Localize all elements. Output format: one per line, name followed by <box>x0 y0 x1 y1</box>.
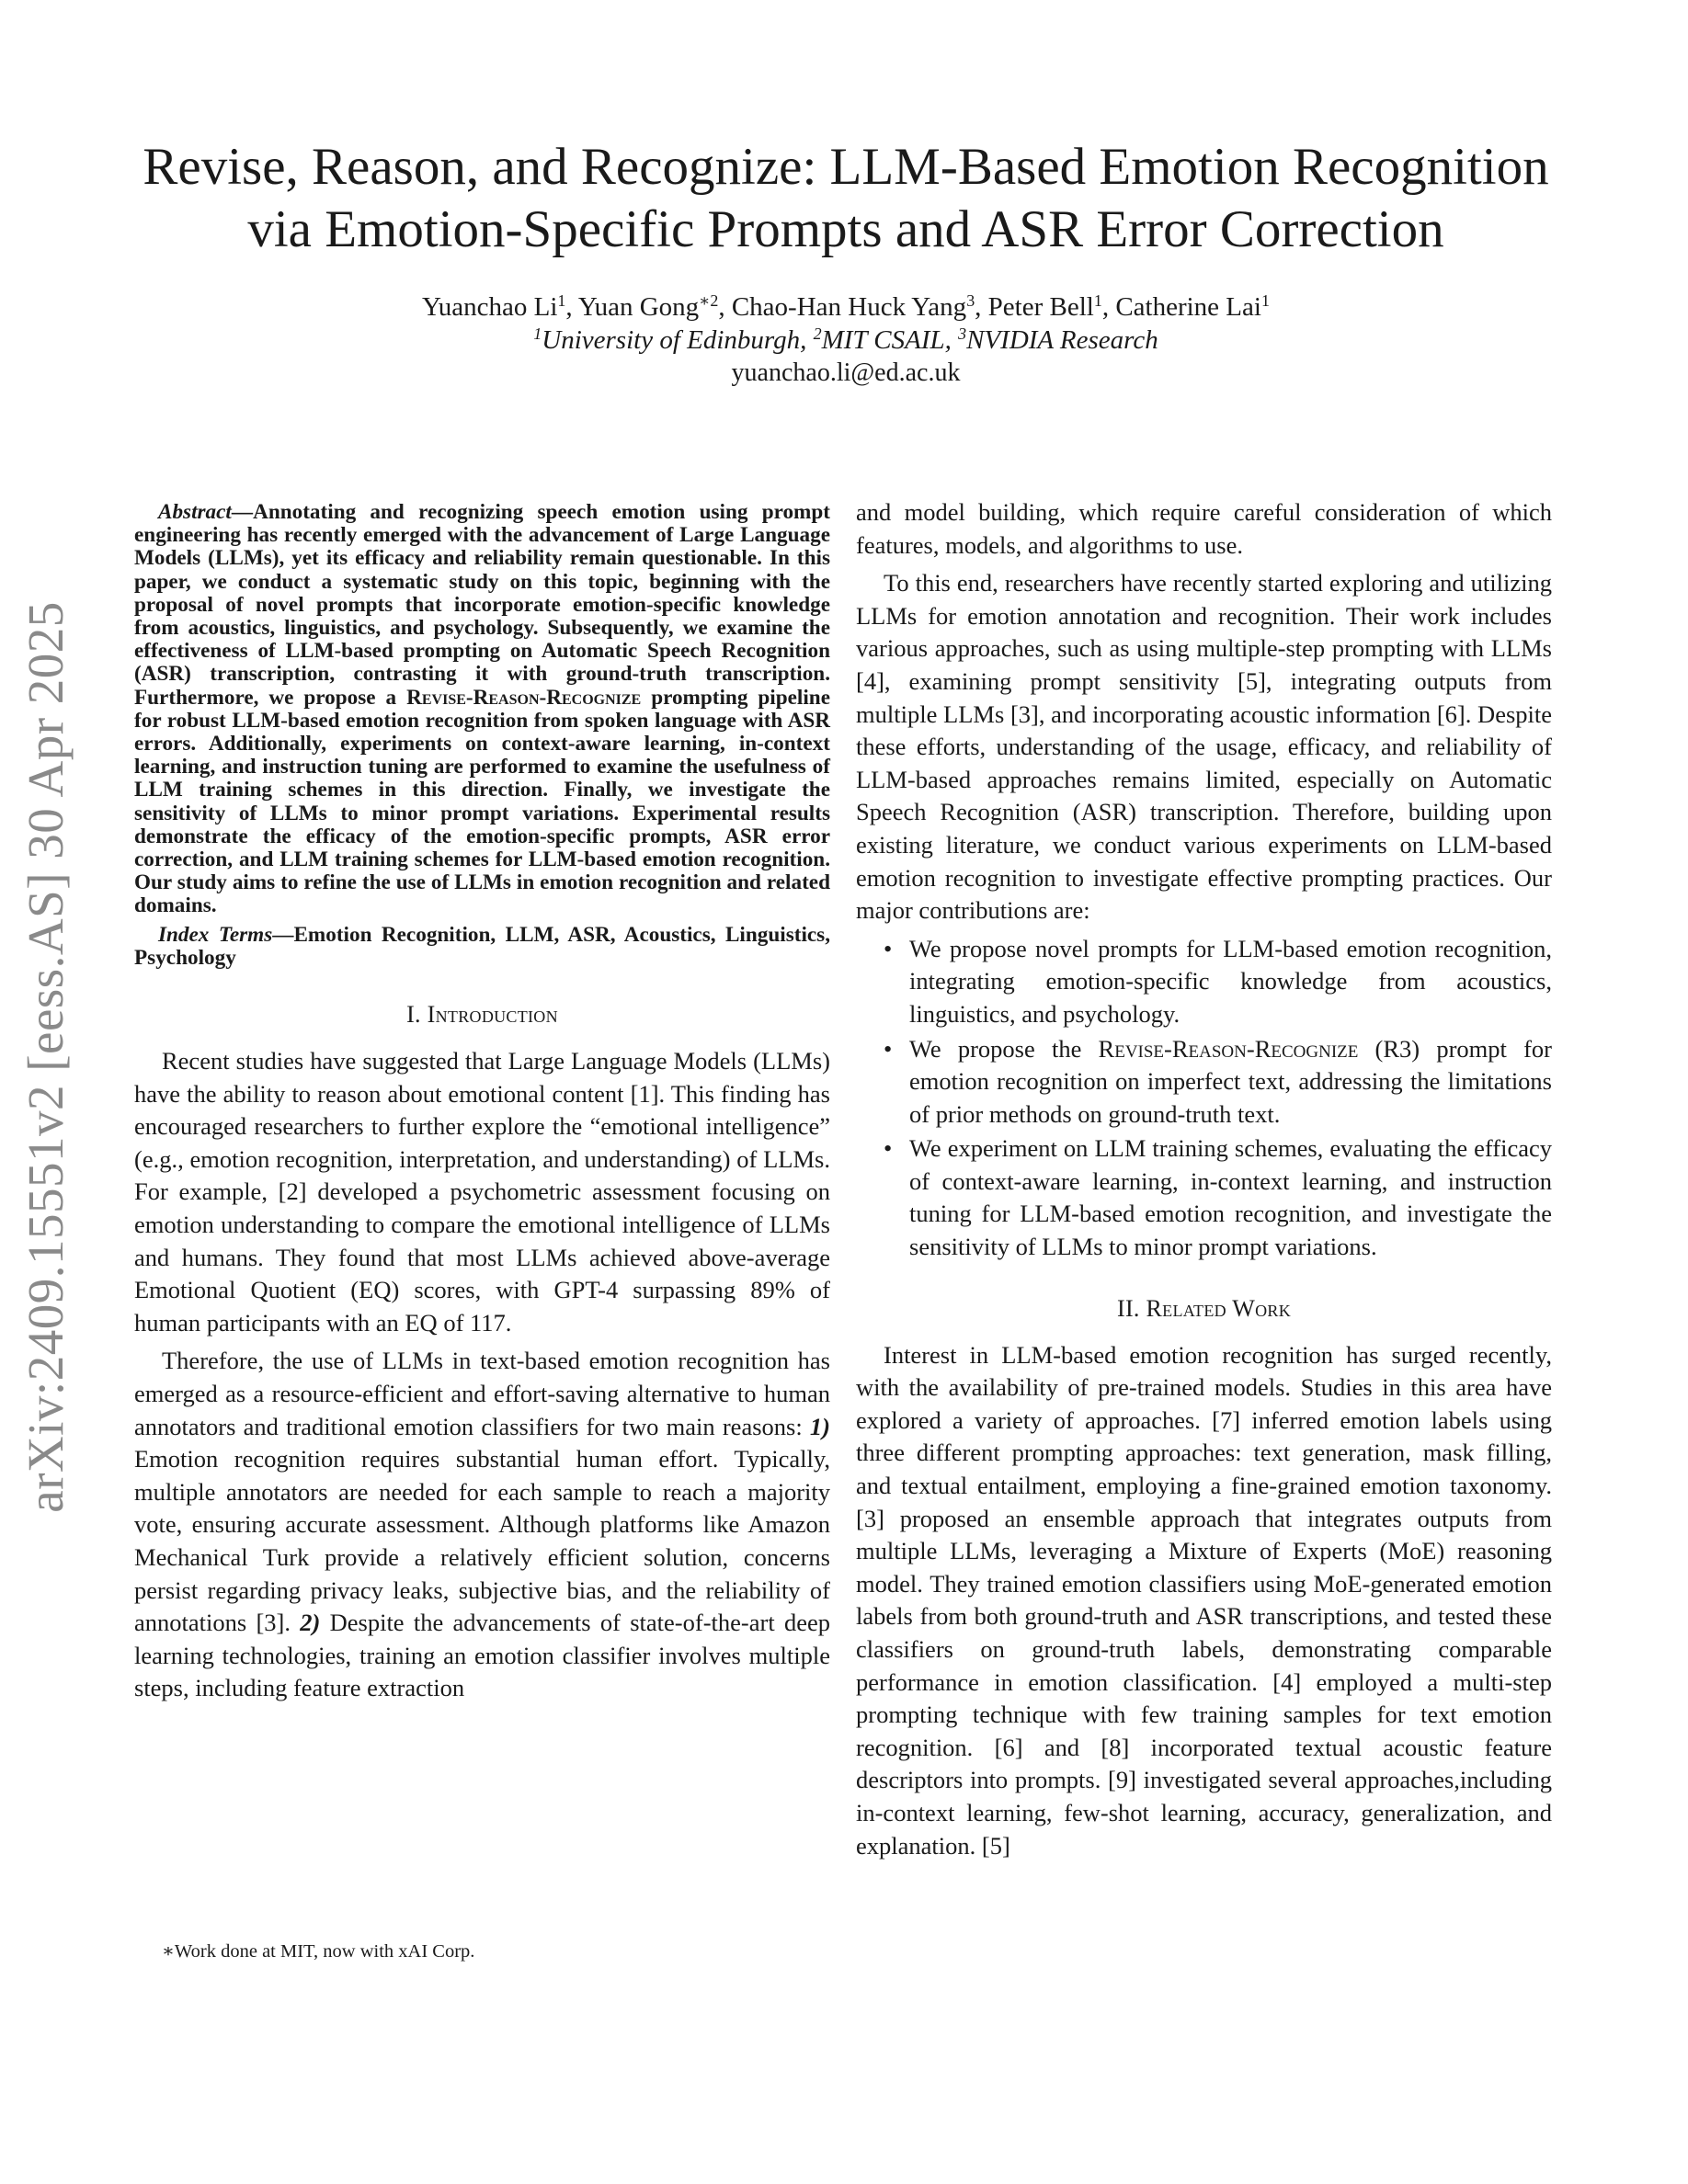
affiliation-mark: 2 <box>813 324 822 344</box>
author-separator: , <box>565 292 578 322</box>
abstract-text-1: Annotating and recognizing speech emotion using prompt engineering has recently emerged with the advancement of Large Language Models (LLMs), yet its efficacy and reliability remain questionable. In this paper, we conduct a systematic study on this topic, beginning with the proposal of novel prompts that incorporate emotion-specific knowledge from acoustics, linguistics, and psychology. Subsequently, we examine the effectiveness of LLM-based prompting on Automatic Speech Recognition (ASR) transcription, contrasting it with ground-truth transcription. Furthermore, we propose a <box>134 500 830 710</box>
contact-email[interactable]: yuanchao.li@ed.ac.uk <box>731 358 961 387</box>
author-name: Yuanchao Li <box>422 292 558 322</box>
affiliation-mark: 3 <box>958 324 967 344</box>
affiliation-name: MIT CSAIL, <box>821 325 959 355</box>
author-affiliation-mark: 1 <box>1260 291 1270 311</box>
bullet-dot: • <box>884 934 893 962</box>
index-terms-dash: — <box>272 922 294 947</box>
footnote: ∗Work done at MIT, now with xAI Corp. <box>162 1941 475 1962</box>
list-item-text: (R3) prompt for emotion recognition on imperfect text, addressing the limitations of prior methods on ground-truth text. <box>909 1034 1552 1128</box>
section-title: Introduction <box>427 1001 558 1029</box>
affiliation-name: University of Edinburgh, <box>542 325 814 355</box>
abstract-method-name: Revise-Reason-Recognize <box>406 685 642 710</box>
index-terms-lead: Index Terms <box>158 922 273 947</box>
section-heading-related-work <box>856 1295 1552 1323</box>
abstract-text-2: prompting pipeline for robust LLM-based emotion recognition from spoken language with ASR errors. Additionally, experiments on context-aware learning, in-context learning, and instruction tuning are performed to examine the usefulness of LLM training schemes in this direction. Finally, we investigate the sensitivity of LLMs to minor prompt variations. Experimental results demonstrate the efficacy of the emotion-specific prompts, ASR error correction, and LLM training schemes for LLM-based emotion recognition. Our study aims to refine the use of LLMs in emotion recognition and related domains. <box>134 685 830 918</box>
list-item-text: We propose novel prompts for LLM-based emotion recognition, integrating emotion-specific knowledge from acoustics, linguistics, and psychology. <box>909 934 1552 1028</box>
intro-paragraph-1: Recent studies have suggested that Large Language Models (LLMs) have the ability to reason about emotional content [1]. This finding has encouraged researchers to further explore the “emotional intelligence” (e.g., emotion recognition, interpretation, and understanding) of LLMs. For example, [2] developed a psychometric assessment focusing on emotion understanding to compare the emotional intelligence of LLMs and humans. They found that most LLMs achieved above-average Emotional Quotient (EQ) scores, with GPT-4 surpassing 89% of human participants with an EQ of 117. <box>134 1047 830 1337</box>
list-item <box>856 1132 1552 1263</box>
abstract-lead: Abstract <box>158 500 232 524</box>
abstract-dash: — <box>231 500 254 524</box>
enumeration-marker: 2) <box>300 1609 321 1637</box>
right-column <box>856 496 1552 1862</box>
left-column <box>134 501 830 1705</box>
abstract <box>134 501 830 918</box>
paper-title <box>129 136 1563 261</box>
related-work-paragraph-1: Interest in LLM-based emotion recognition has surged recently, with the availability of pre-trained models. Studies in this area have explored a variety of approaches. [7] inferred emotion labels using three different prompting approaches: text generation, mask filling, and textual entailment, employing a fine-grained emotion taxonomy. [3] proposed an ensemble approach that integrates outputs from multiple LLMs, leveraging a Mixture of Experts (MoE) reasoning model. They trained emotion classifiers using MoE-generated emotion labels from both ground-truth and ASR transcriptions, and tested these classifiers on ground-truth labels, demonstrating comparable performance in emotion classification. [4] employed a multi-step prompting technique with few training samples for text emotion recognition. [6] and [8] incorporated textual acoustic feature descriptors into prompts. [9] investigated several approaches,including in-context learning, few-shot learning, accuracy, generalization, and explanation. [5] <box>856 1340 1552 1860</box>
intro-text: Emotion recognition requires substantial human effort. Typically, multiple annotators are needed for each sample to reach a majority vote, ensuring accurate assessment. Although platforms like Amazon Mechanical Turk provide a relatively efficient solution, concerns persist regarding privacy leaks, subjective bias, and the reliability of annotations [3]. <box>134 1445 830 1637</box>
author-affiliation-mark: ∗2 <box>699 291 719 311</box>
author-affiliation-mark: 1 <box>1093 291 1102 311</box>
author-affiliation-mark: 3 <box>966 291 975 311</box>
bullet-dot: • <box>884 1134 893 1163</box>
affiliation-name: NVIDIA Research <box>966 325 1158 355</box>
method-name: Revise-Reason-Recognize <box>1098 1034 1359 1063</box>
section-number: II. <box>1116 1294 1146 1322</box>
intro-paragraph-3: and model building, which require careful consideration of which features, models, and algorithms to use. <box>856 498 1552 559</box>
section-title: Related Work <box>1146 1294 1292 1322</box>
list-item <box>856 933 1552 1031</box>
section-heading-introduction <box>134 1001 830 1029</box>
list-item-text: We experiment on LLM training schemes, evaluating the efficacy of context-aware learning, in-context learning, and instruction tuning for LLM-based emotion recognition, and investigate the sensitivity of LLMs to minor prompt variations. <box>909 1134 1552 1261</box>
index-terms <box>134 924 830 970</box>
contributions-list <box>856 933 1552 1264</box>
index-terms-text: Emotion Recognition, LLM, ASR, Acoustics, Linguistics, Psychology <box>134 922 831 970</box>
intro-paragraph-4: To this end, researchers have recently started exploring and utilizing LLMs for emotion annotation and recognition. Their work includes various approaches, such as using multiple-step prompting with LLMs [4], examining prompt sensitivity [5], integrating outputs from multiple LLMs [3], and incorporating acoustic information [6]. Despite these efforts, understanding of the usage, efficacy, and reliability of LLM-based approaches remains limited, especially on Automatic Speech Recognition (ASR) transcription. Therefore, building upon existing literature, we conduct various experiments on LLM-based emotion recognition to investigate effective prompting practices. Our major contributions are: <box>856 569 1552 925</box>
list-item-text: We propose the <box>909 1034 1099 1063</box>
enumeration-marker: 1) <box>809 1412 830 1440</box>
author-name: Catherine Lai <box>1115 292 1261 322</box>
arxiv-identifier-stamp: arXiv:2409.15551v2 [eess.AS] 30 Apr 2025 <box>17 601 74 1513</box>
author-separator: , <box>718 292 732 322</box>
intro-text: Therefore, the use of LLMs in text-based emotion recognition has emerged as a resource-efficient and effort-saving alternative to human annotators and traditional emotion classifiers for two main reasons: <box>134 1347 830 1440</box>
title-line-2: via Emotion-Specific Prompts and ASR Error Correction <box>247 200 1444 258</box>
author-list <box>129 290 1563 324</box>
section-number: I. <box>406 1001 428 1029</box>
author-affiliation-mark: 1 <box>557 291 566 311</box>
author-separator: , <box>975 292 988 322</box>
intro-text: Despite the advancements of state-of-the-art deep learning technologies, training an emotion classifier involves multiple steps, including feature extraction <box>134 1609 830 1702</box>
bullet-dot: • <box>884 1034 893 1063</box>
title-block <box>129 136 1563 390</box>
list-item <box>856 1033 1552 1132</box>
author-name: Yuan Gong <box>577 292 700 322</box>
affiliation-mark: 1 <box>533 324 542 344</box>
author-name: Peter Bell <box>987 292 1094 322</box>
author-name: Chao-Han Huck Yang <box>731 292 967 322</box>
author-separator: , <box>1101 292 1116 322</box>
title-line-1: Revise, Reason, and Recognize: LLM-Based Emotion Recognition <box>143 138 1549 196</box>
intro-paragraph-2 <box>134 1345 830 1705</box>
affiliation-list <box>129 324 1563 357</box>
